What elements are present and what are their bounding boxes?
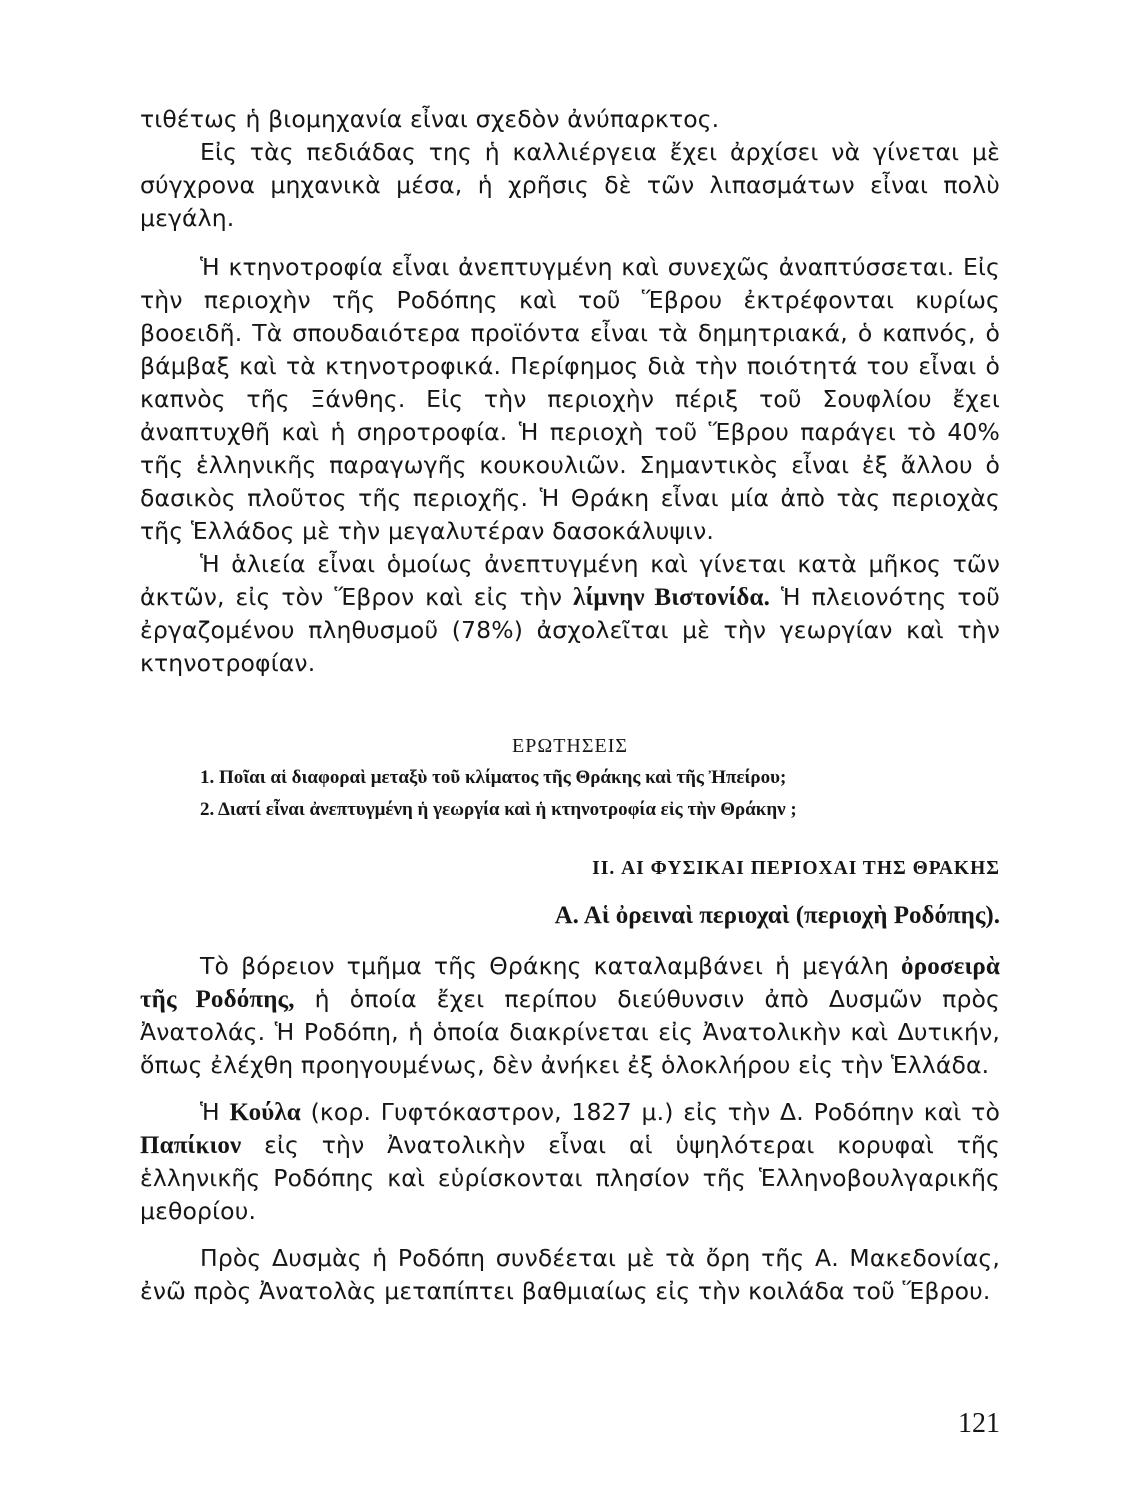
paragraph-industry: τιθέτως ἡ βιομηχανία εἶναι σχεδὸν ἀνύπαρκτος.	[140, 105, 720, 133]
paragraph-agriculture: Εἰς τὰς πεδιάδας της ἡ καλλιέργεια ἔχει ἀρχίσει νὰ γίνεται μὲ σύγχρονα μηχανικὰ μέσα, ἡ χρῆσις δὲ τῶν λιπασμάτων εἶναι πολὺ μεγάλη.	[140, 138, 1000, 232]
paragraph-rhodope	[140, 950, 1000, 1082]
fishing-text-1: Ἡ ἁλιεία εἶναι ὁμοίως ἀνεπτυγμένη καὶ γίνεται κατὰ μῆκος τῶν ἀκτῶν, εἰς τὸν Ἕβρον καὶ εἰς τὴν	[140, 550, 1000, 611]
peaks-text-3: εἰς τὴν Ἀνατολικὴν εἶναι αἱ ὑψηλότεραι κορυφαὶ τῆς ἑλληνικῆς Ροδόπης καὶ εὑρίσκονται πλησίον τῆς Ἑλληνοβουλγαρικῆς μεθορίου.	[140, 1131, 1000, 1225]
question-2: 2. Διατί εἶναι ἀνεπτυγμένη ἡ γεωργία καὶ ἡ κτηνοτροφία εἰς τὴν Θράκην ;	[200, 799, 797, 820]
question-1: 1. Ποῖαι αἱ διαφοραὶ μεταξὺ τοῦ κλίματος τῆς Θράκης καὶ τῆς Ἠπείρου;	[200, 767, 787, 788]
subsection-heading: Α. Αἱ ὀρειναὶ περιοχαὶ (περιοχὴ Ροδόπης).	[554, 902, 1000, 929]
rhodope-text-2: ἡ ὁποία ἔχει περίπου διεύθυνσιν ἀπὸ Δυσμῶν πρὸς Ἀνατολάς. Ἡ Ροδόπη, ἡ ὁποία διακρίνεται εἰς Ἀνατολικὴν καὶ Δυτικήν, ὅπως ἐλέχθη προηγουμένως, δὲν ἀνήκει ἐξ ὁλοκλήρου εἰς τὴν Ἑλλάδα.	[140, 985, 1000, 1079]
peaks-text-2: (κορ. Γυφτόκαστρον, 1827 μ.) εἰς τὴν Δ. Ροδόπην καὶ τὸ	[300, 1098, 1001, 1126]
lake-vistonida-bold: λίμνην Βιστονίδα.	[573, 584, 771, 611]
paragraph-connections: Πρὸς Δυσμὰς ἡ Ροδόπη συνδέεται μὲ τὰ ὄρη τῆς Α. Μακεδονίας, ἐνῶ πρὸς Ἀνατολὰς μεταπίπτει βαθμιαίως εἰς τὴν κοιλάδα τοῦ Ἕβρου.	[140, 1244, 1000, 1305]
section-heading: II. ΑΙ ΦΥΣΙΚΑΙ ΠΕΡΙΟΧΑΙ ΤΗΣ ΘΡΑΚΗΣ	[592, 858, 1000, 879]
text-block-bottom	[140, 950, 1000, 1308]
fishing-text-2: Ἡ πλειονότης τοῦ ἐργαζομένου πληθυσμοῦ (78%) ἀσχολεῖται μὲ τὴν γεωργίαν καὶ τὴν κτηνοτροφίαν.	[140, 583, 1000, 677]
questions-heading: ΕΡΩΤΗΣΕΙΣ	[511, 735, 629, 757]
text-block-top	[140, 103, 1000, 680]
rhodope-text-1: Τὸ βόρειον τμῆμα τῆς Θράκης καταλαμβάνει ἡ μεγάλη	[200, 952, 902, 980]
papikion-bold: Παπίκιον	[140, 1132, 242, 1159]
peaks-text-1: Ἡ	[200, 1098, 230, 1126]
paragraph-peaks	[140, 1096, 1000, 1228]
paragraph-fishing	[140, 548, 1000, 680]
koula-bold: Κούλα	[229, 1099, 301, 1126]
page-number: 121	[958, 1408, 1000, 1439]
paragraph-livestock: Ἡ κτηνοτροφία εἶναι ἀνεπτυγμένη καὶ συνεχῶς ἀναπτύσσεται. Εἰς τὴν περιοχὴν τῆς Ροδόπης καὶ τοῦ Ἕβρου ἐκτρέφονται κυρίως βοοειδῆ. Τὰ σπουδαιότερα προϊόντα εἶναι τὰ δημητριακά, ὁ καπνός, ὁ βάμβαξ καὶ τὰ κτηνοτροφικά. Περίφημος διὰ τὴν ποιότητά του εἶναι ὁ καπνὸς τῆς Ξάνθης. Εἰς τὴν περιοχὴν πέριξ τοῦ Σουφλίου ἔχει ἀναπτυχθῆ καὶ ἡ σηροτροφία. Ἡ περιοχὴ τοῦ Ἕβρου παράγει τὸ 40% τῆς ἑλληνικῆς παραγωγῆς κουκουλιῶν. Σημαντικὸς εἶναι ἐξ ἄλλου ὁ δασικὸς πλοῦτος τῆς περιοχῆς. Ἡ Θράκη εἶναι μία ἀπὸ τὰς περιοχὰς τῆς Ἑλλάδος μὲ τὴν μεγαλυτέραν δασοκάλυψιν.	[140, 253, 1000, 545]
rhodope-range-bold: ὀροσειρὰ τῆς Ροδόπης,	[140, 953, 1000, 1013]
